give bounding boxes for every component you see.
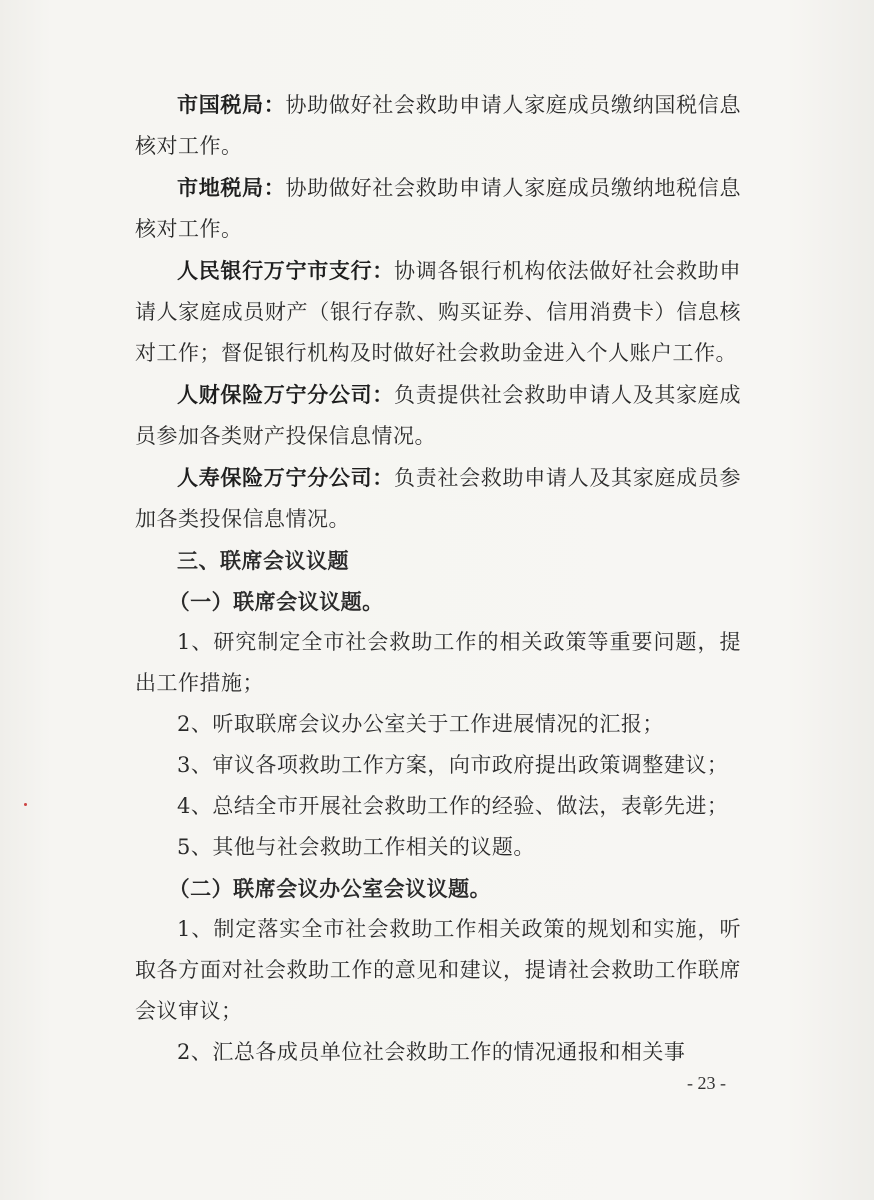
paragraph-tax-national (135, 84, 741, 167)
agency-duty: 协助做好社会救助申请人家庭成员缴纳地税信息核对工作。 (135, 176, 741, 241)
subsection-heading-1: （一）联席会议议题。 (168, 589, 384, 614)
paragraph-life-insurance (135, 457, 741, 540)
agency-duty: 负责社会救助申请人及其家庭成员参加各类投保信息情况。 (135, 466, 741, 531)
agency-label: 市国税局： (177, 92, 286, 117)
agency-label: 市地税局： (177, 175, 286, 200)
agency-duty: 协助做好社会救助申请人家庭成员缴纳国税信息核对工作。 (135, 93, 741, 158)
agency-label: 人财保险万宁分公司： (177, 382, 394, 407)
list-item: 4、总结全市开展社会救助工作的经验、做法，表彰先进； (177, 794, 729, 818)
paragraph-tax-local (135, 167, 741, 250)
list-item: 1、制定落实全市社会救助工作相关政策的规划和实施，听取各方面对社会救助工作的意见和建议，提请社会救助工作联席会议审议； (135, 917, 741, 1023)
paragraph-property-insurance (135, 374, 741, 457)
agency-duty: 协调各银行机构依法做好社会救助申请人家庭成员财产（银行存款、购买证券、信用消费卡）信息核对工作；督促银行机构及时做好社会救助金进入个人账户工作。 (135, 259, 741, 365)
paragraph-bank (135, 250, 741, 374)
scan-speck (24, 803, 27, 806)
list-item: 2、听取联席会议办公室关于工作进展情况的汇报； (177, 712, 664, 736)
list-item: 5、其他与社会救助工作相关的议题。 (177, 835, 535, 859)
document-body (135, 84, 741, 1073)
list-item: 3、审议各项救助工作方案，向市政府提出政策调整建议； (177, 753, 729, 777)
list-item: 1、研究制定全市社会救助工作的相关政策等重要问题，提出工作措施； (135, 630, 741, 695)
subsection-heading-2: （二）联席会议办公室会议议题。 (168, 876, 492, 901)
agency-duty: 负责提供社会救助申请人及其家庭成员参加各类财产投保信息情况。 (135, 383, 741, 448)
section-heading: 三、联席会议议题 (177, 548, 349, 573)
agency-label: 人民银行万宁市支行： (177, 258, 394, 283)
page-number: - 23 - (687, 1073, 726, 1093)
list-item: 2、汇总各成员单位社会救助工作的情况通报和相关事 (177, 1040, 686, 1064)
agency-label: 人寿保险万宁分公司： (177, 465, 394, 490)
